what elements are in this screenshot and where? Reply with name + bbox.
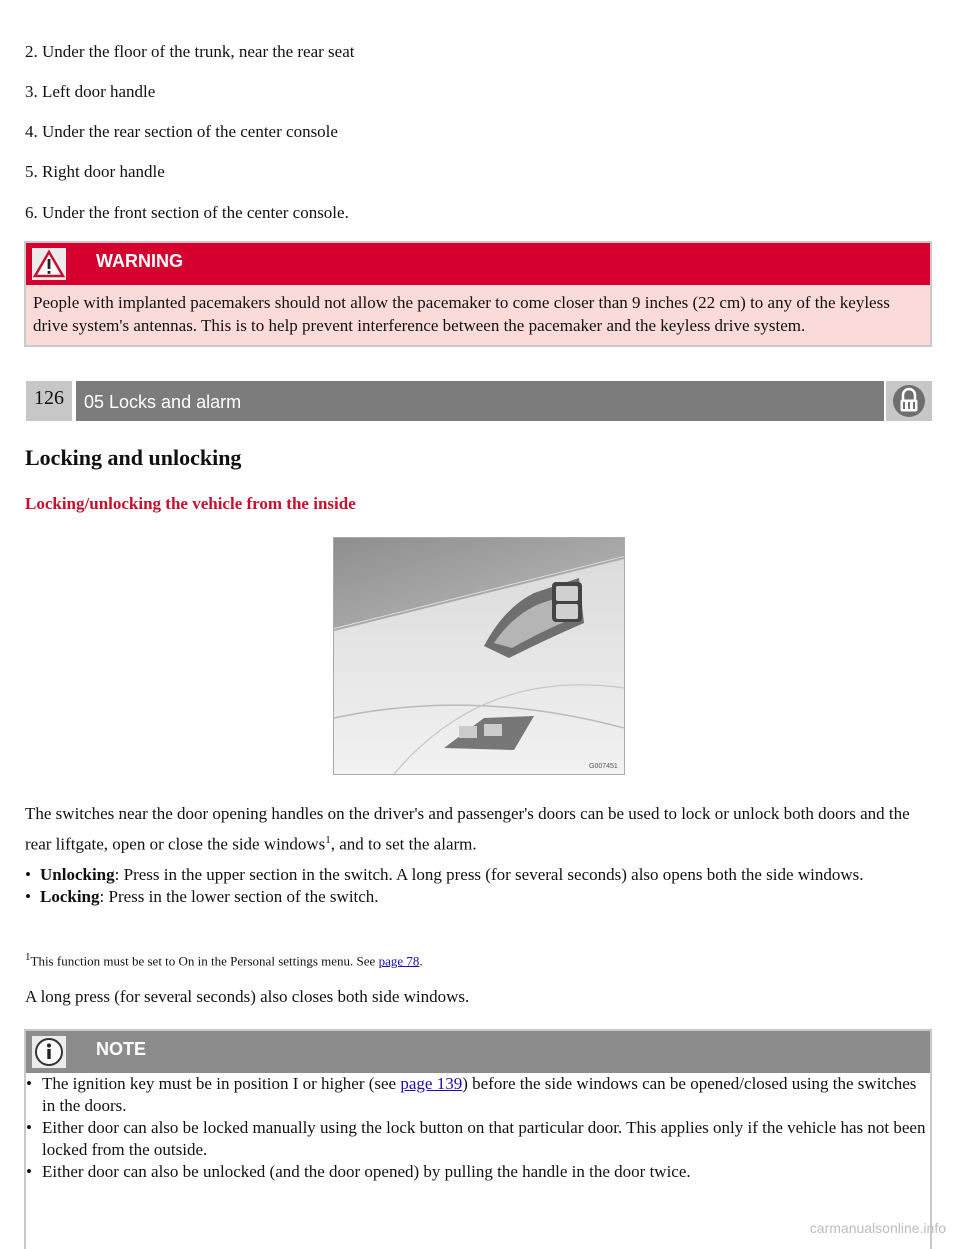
note-list bbox=[26, 1073, 930, 1183]
warning-text: People with implanted pacemakers should not allow the pacemaker to come closer than 9 inches (22 cm) to any of the keyless drive system's antennas. This is to help prevent interference between the pacemaker and the keyless drive system. bbox=[26, 285, 930, 345]
list-item: • Locking: Press in the lower section of the switch. bbox=[25, 886, 925, 908]
note-box bbox=[24, 1029, 932, 1249]
info-icon bbox=[32, 1036, 66, 1068]
list-item: • Either door can also be unlocked (and the door opened) by pulling the handle in the door twice. bbox=[26, 1161, 930, 1183]
section-title: Locking/unlocking the vehicle from the inside bbox=[25, 494, 356, 513]
list-item: 4. Under the rear section of the center console bbox=[25, 122, 338, 141]
bullet-list bbox=[25, 864, 925, 908]
intro-paragraph: The switches near the door opening handles on the driver's and passenger's doors can be used to lock or unlock both doors and the rear liftgate, open or close the side windows$^1$, and to set the alarm. bbox=[25, 804, 910, 854]
warning-title: WARNING bbox=[96, 251, 183, 271]
page-title: Locking and unlocking bbox=[25, 445, 242, 470]
chapter-title: 05 Locks and alarm bbox=[76, 381, 884, 421]
chapter-bar bbox=[26, 381, 932, 421]
list-item: 2. Under the floor of the trunk, near the rear seat bbox=[25, 42, 355, 61]
list-item: • Either door can also be locked manually using the lock button on that particular door. This applies only if the vehicle has not been locked from the outside. bbox=[26, 1117, 930, 1161]
list-item: • Unlocking: Press in the upper section in the switch. A long press (for several seconds) also opens both the side windows. bbox=[25, 864, 925, 886]
page-number: 126 bbox=[26, 381, 72, 421]
list-item: 5. Right door handle bbox=[25, 162, 165, 181]
body-text: A long press (for several seconds) also closes both side windows. bbox=[25, 987, 470, 1006]
door-switch-illustration bbox=[333, 537, 625, 775]
note-header bbox=[26, 1031, 930, 1073]
warning-triangle-icon bbox=[32, 248, 66, 280]
figure-code: G007451 bbox=[589, 763, 618, 770]
list-item: 3. Left door handle bbox=[25, 82, 156, 101]
warning-box bbox=[24, 241, 932, 347]
list-item: • The ignition key must be in position I or higher (see page 139) before the side windows can be opened/closed using the switches in the doors. bbox=[26, 1073, 930, 1117]
padlock-icon bbox=[886, 381, 932, 421]
footnote-ref[interactable]: 1 bbox=[325, 834, 331, 846]
page-link[interactable]: page 139 bbox=[400, 1074, 463, 1093]
page-link[interactable]: page 78 bbox=[378, 953, 420, 969]
list-item: 6. Under the front section of the center console. bbox=[25, 203, 349, 222]
note-title: NOTE bbox=[96, 1039, 147, 1059]
watermark: carmanualsonline.info bbox=[809, 1220, 946, 1236]
footnote: $^1$This function must be set to On in the Personal settings menu. See page 78. bbox=[25, 951, 423, 969]
warning-header bbox=[26, 243, 930, 285]
